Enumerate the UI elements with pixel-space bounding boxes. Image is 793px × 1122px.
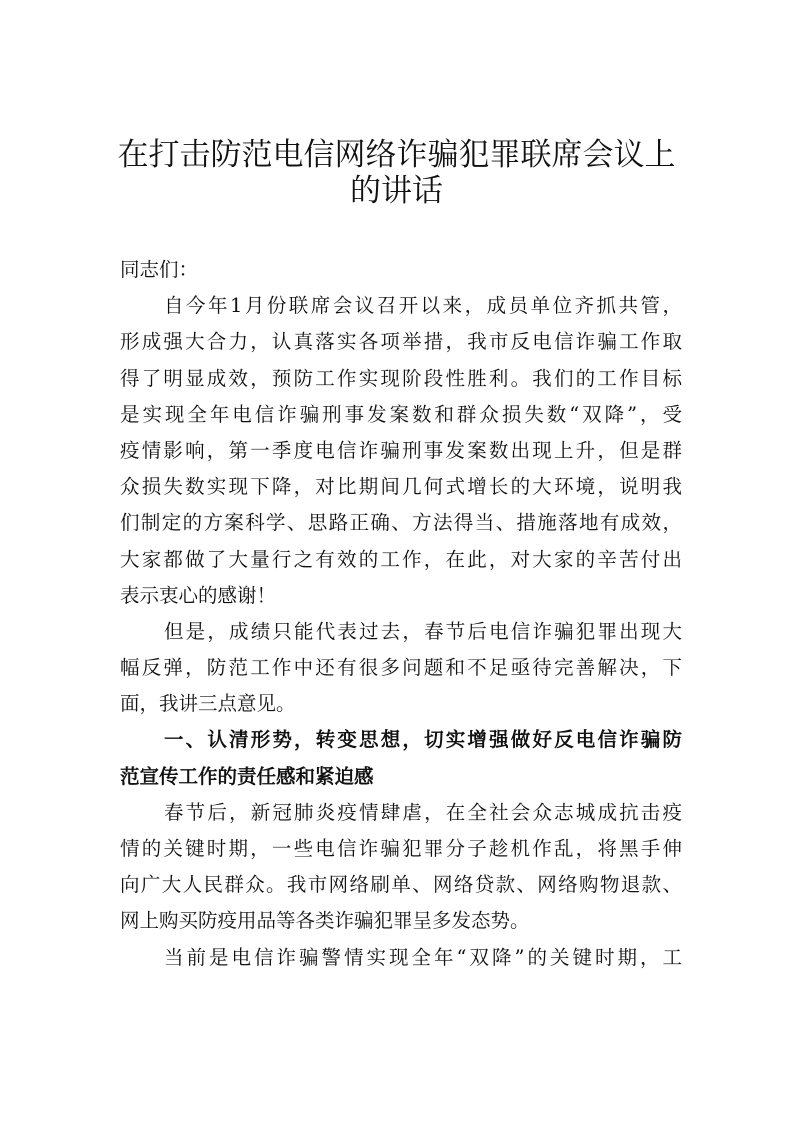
text-line: 形成强大合力，认真落实各项举措，我市反电信诈骗工作取: [120, 330, 682, 354]
text-line: 网上购买防疫用品等各类诈骗犯罪呈多发态势。: [120, 909, 530, 933]
text-line: 范宣传工作的责任感和紧迫感: [120, 764, 374, 788]
text-line: 情的关键时期，一些电信诈骗犯罪分子趁机作乱，将黑手伸: [120, 837, 682, 860]
text-line: 们制定的方案科学、思路正确、方法得当、措施落地有成效，: [120, 511, 682, 535]
text-line: 得了明显成效，预防工作实现阶段性胜利。我们的工作目标: [120, 366, 682, 390]
paragraph: [120, 614, 682, 723]
text-line: 是实现全年电信诈骗刑事发案数和群众损失数“双降”，受: [120, 402, 682, 426]
text-line: 自今年1月份联席会议召开以来，成员单位齐抓共管，: [164, 294, 682, 318]
paragraph: [120, 795, 682, 940]
text-line: 一、认清形势，转变思想，切实增强做好反电信诈骗防: [164, 728, 682, 752]
text-line: 春节后，新冠肺炎疫情肆虐，在全社会众志城成抗击疫: [164, 800, 682, 824]
section-heading: [120, 722, 682, 794]
salutation: 同志们：: [120, 258, 199, 281]
text-line: 向广大人民群众。我市网络刷单、网络贷款、网络购物退款、: [120, 873, 682, 897]
paragraph: [120, 288, 682, 614]
text-line: 幅反弹，防范工作中还有很多问题和不足亟待完善解决，下: [120, 656, 682, 680]
text-line: 面，我讲三点意见。: [120, 692, 296, 716]
text-line: 疫情影响，第一季度电信诈骗刑事发案数出现上升，但是群: [120, 438, 682, 462]
text-line: 众损失数实现下降，对比期间几何式增长的大环境，说明我: [120, 475, 682, 499]
text-line: 当前是电信诈骗警情实现全年“双降”的关键时期，工: [164, 945, 682, 969]
paragraph: [120, 940, 682, 976]
text-line: 但是，成绩只能代表过去，春节后电信诈骗犯罪出现大: [164, 619, 682, 643]
document-title-line-2: 的讲话: [350, 173, 443, 209]
text-line: 大家都做了大量行之有效的工作，在此，对大家的辛苦付出: [120, 547, 682, 571]
document-body: [120, 252, 682, 976]
document-title-line-1: 在打击防范电信网络诈骗犯罪联席会议上: [117, 137, 676, 173]
text-line: 表示衷心的感谢！: [120, 583, 277, 607]
